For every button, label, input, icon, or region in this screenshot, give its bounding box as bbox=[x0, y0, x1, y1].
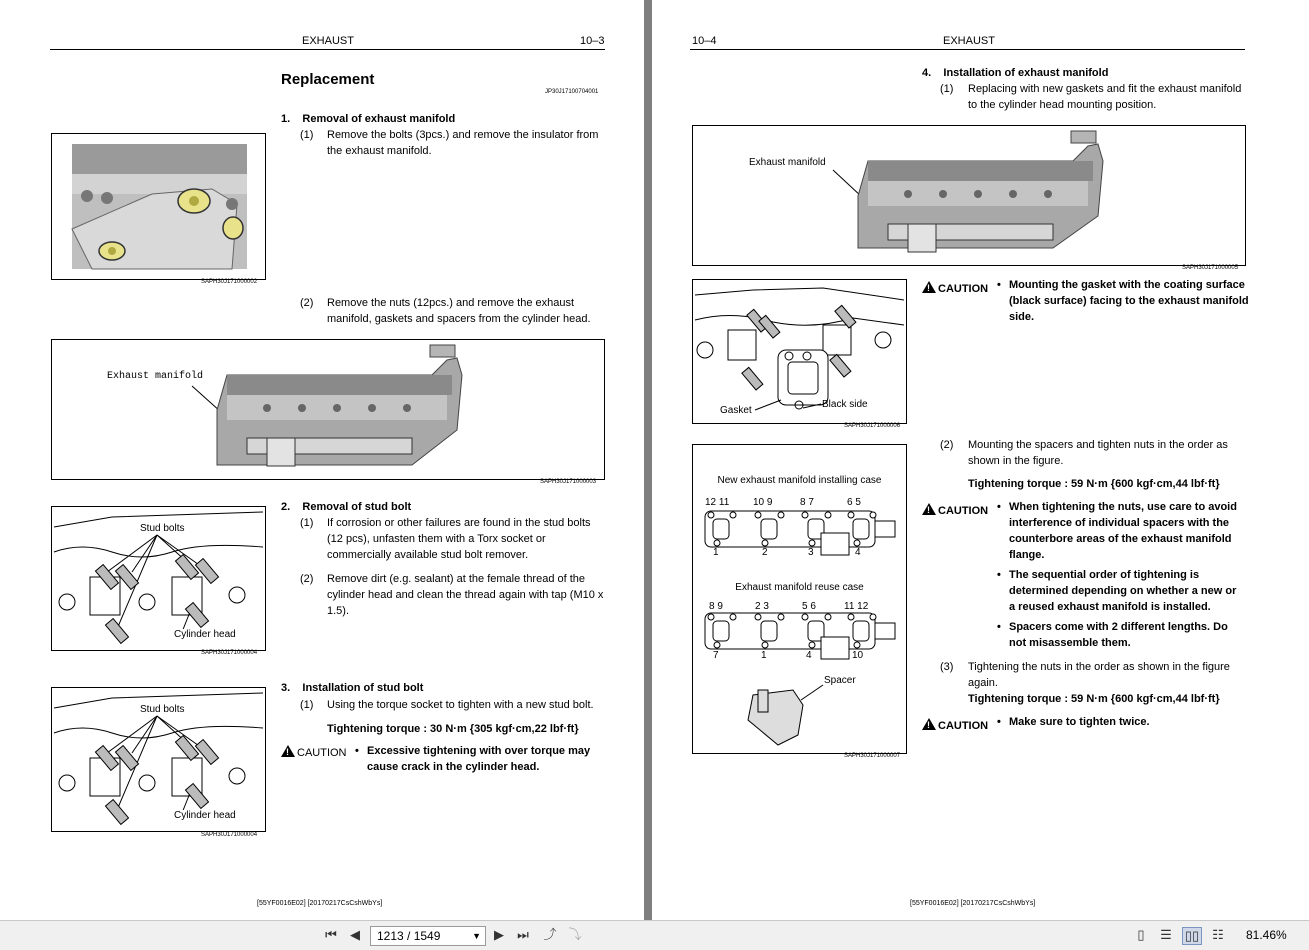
header-rule bbox=[690, 49, 1245, 50]
insulator-illustration bbox=[52, 134, 265, 279]
caution-label: CAUTION bbox=[938, 720, 989, 732]
order-label-bottom: 7 bbox=[713, 650, 719, 661]
step1-sub2-num: (2) bbox=[300, 297, 314, 309]
step4-torque-2: Tightening torque : 59 N·m {600 kgf·cm,44 lbf·ft} bbox=[968, 478, 1220, 490]
step2-sub2-num: (2) bbox=[300, 573, 314, 585]
step3-sub1-text: Using the torque socket to tighten with a new stud bolt. bbox=[327, 699, 594, 711]
step2-sub1-text: If corrosion or other failures are found in the stud bolts (12 pcs), unfasten them with a Torx socket or commercially available stud bolt remover. bbox=[327, 517, 591, 561]
figure-gasket bbox=[692, 279, 907, 424]
next-page-icon[interactable]: ▶ bbox=[494, 927, 504, 942]
caution-2 bbox=[922, 503, 988, 517]
figure6-label-black-side: Black side bbox=[822, 399, 868, 410]
prev-page-icon[interactable]: ◀ bbox=[350, 927, 360, 942]
figure3-label-cylinder-head: Cylinder head bbox=[174, 629, 236, 640]
figure-exhaust-manifold bbox=[51, 339, 605, 480]
single-page-icon[interactable]: ▯ bbox=[1137, 927, 1145, 942]
step4-sub2-text: Mounting the spacers and tighten nuts in the order as shown in the figure. bbox=[968, 439, 1228, 467]
figure5-code: SAPH30J171000005 bbox=[1182, 265, 1239, 271]
bullet-icon: • bbox=[997, 501, 1001, 513]
step1-sub2-text: Remove the nuts (12pcs.) and remove the exhaust manifold, gaskets and spacers from the cylinder head. bbox=[327, 297, 591, 325]
figure6-code: SAPH30J171000006 bbox=[844, 423, 901, 429]
last-page-icon[interactable]: ⏭ bbox=[517, 927, 529, 942]
figure-insulator-removal bbox=[51, 133, 266, 280]
footer-code: [55YF0016E02] [20170217CsCshWbYs] bbox=[257, 900, 383, 907]
viewer-toolbar bbox=[0, 920, 1309, 950]
order-label-top: 12 11 bbox=[705, 497, 730, 508]
engine-head-illustration-2 bbox=[693, 126, 1245, 265]
order-label-bottom: 3 bbox=[808, 547, 814, 558]
figure7-title-new: New exhaust manifold installing case bbox=[717, 475, 882, 486]
order-label-top: 10 9 bbox=[753, 497, 773, 508]
warning-icon bbox=[922, 718, 936, 730]
figure4-label-stud-bolts: Stud bolts bbox=[140, 704, 185, 715]
step3-sub1-num: (1) bbox=[300, 699, 314, 711]
order-label-top: 5 6 bbox=[802, 601, 816, 612]
bullet-icon: • bbox=[355, 745, 359, 757]
step4-sub3-num: (3) bbox=[940, 661, 954, 673]
caution-label: CAUTION bbox=[297, 747, 347, 759]
two-page-continuous-icon[interactable]: ☷ bbox=[1212, 927, 1224, 942]
step4-sub2-num: (2) bbox=[940, 439, 954, 451]
caution3-text: Make sure to tighten twice. bbox=[1009, 716, 1150, 728]
figure-manifold-install bbox=[692, 125, 1246, 266]
gasket-illustration bbox=[693, 280, 906, 423]
bullet-icon: • bbox=[997, 569, 1001, 581]
step1-sub1-num: (1) bbox=[300, 129, 314, 141]
order-label-bottom: 4 bbox=[806, 650, 812, 661]
footer-code: [55YF0016E02] [20170217CsCshWbYs] bbox=[910, 900, 1036, 907]
figure1-code: SAPH30J171000002 bbox=[201, 279, 258, 285]
page-display: 1213 / 1549 bbox=[377, 929, 441, 943]
order-label-top: 11 12 bbox=[844, 601, 869, 612]
order-label-bottom: 10 bbox=[852, 650, 864, 661]
figure-stud-bolts-install bbox=[51, 687, 266, 832]
rotate-icon[interactable]: ⤴ bbox=[543, 927, 557, 942]
step4-sub1-text: Replacing with new gaskets and fit the exhaust manifold to the cylinder head mounting position. bbox=[968, 83, 1242, 111]
step3-title: 3. Installation of stud bolt bbox=[281, 682, 424, 694]
figure-tightening-order bbox=[692, 444, 907, 754]
figure2-label: Exhaust manifold bbox=[107, 371, 204, 382]
step4-torque-3: Tightening torque : 59 N·m {600 kgf·cm,44 lbf·ft} bbox=[968, 693, 1220, 705]
figure3-code: SAPH30J171000004 bbox=[201, 650, 258, 656]
section-title: Replacement bbox=[281, 71, 375, 88]
header-rule bbox=[50, 49, 605, 50]
order-label-bottom: 1 bbox=[713, 547, 719, 558]
step4-sub3-text: Tightening the nuts in the order as shown in the figure again. bbox=[968, 661, 1230, 689]
warning-icon bbox=[922, 281, 936, 293]
header-title: EXHAUST bbox=[943, 35, 995, 47]
step2-sub1-num: (1) bbox=[300, 517, 314, 529]
step1-title: 1. Removal of exhaust manifold bbox=[281, 113, 456, 125]
header-page-number: 10–4 bbox=[692, 35, 717, 47]
bullet-icon: • bbox=[997, 716, 1001, 728]
figure4-code: SAPH30J171000004 bbox=[201, 832, 258, 838]
order-label-bottom: 1 bbox=[761, 650, 767, 661]
figure7-code: SAPH30J171000007 bbox=[844, 753, 901, 759]
right-page bbox=[652, 0, 1309, 920]
manifold-flange-diagrams bbox=[693, 445, 906, 753]
rotate-back-icon[interactable]: ⤵ bbox=[568, 927, 582, 942]
figure7-label-spacer: Spacer bbox=[824, 675, 856, 686]
caution1-text: Mounting the gasket with the coating surface (black surface) facing to the exhaust manifold side. bbox=[1009, 279, 1249, 323]
caution2-item: Spacers come with 2 different lengths. Do not misassemble them. bbox=[1009, 621, 1228, 649]
doc-code: JP30J17100704001 bbox=[545, 89, 599, 95]
engine-head-illustration bbox=[52, 340, 604, 479]
order-label-top: 2 3 bbox=[755, 601, 769, 612]
caution-label: CAUTION bbox=[938, 283, 989, 295]
caution-label: CAUTION bbox=[938, 505, 989, 517]
continuous-icon[interactable]: ☰ bbox=[1160, 927, 1172, 942]
step3-caution-text: Excessive tightening with over torque may cause crack in the cylinder head. bbox=[367, 745, 591, 773]
chevron-down-icon[interactable]: ▼ bbox=[472, 931, 481, 941]
zoom-level[interactable]: 81.46% bbox=[1246, 928, 1287, 942]
warning-icon bbox=[281, 745, 295, 757]
step3-torque: Tightening torque : 30 N·m {305 kgf·cm,22 lbf·ft} bbox=[327, 723, 579, 735]
bullet-icon: • bbox=[997, 279, 1001, 291]
header-page-number: 10–3 bbox=[580, 35, 605, 47]
figure6-label-gasket: Gasket bbox=[720, 405, 752, 416]
figure7-title-reuse: Exhaust manifold reuse case bbox=[735, 582, 864, 593]
order-label-top: 8 9 bbox=[709, 601, 723, 612]
order-label-bottom: 2 bbox=[762, 547, 768, 558]
first-page-icon[interactable]: ⏮ bbox=[325, 927, 337, 942]
header-title: EXHAUST bbox=[302, 35, 354, 47]
figure-stud-bolts-removal bbox=[51, 506, 266, 651]
caution2-item: When tightening the nuts, use care to avoid interference of individual spacers with the counterbore areas of the exhaust manifold flange. bbox=[1009, 501, 1237, 561]
caution-1 bbox=[922, 281, 988, 295]
order-label-top: 6 5 bbox=[847, 497, 861, 508]
caution2-item: The sequential order of tightening is determined depending on whether a new or a reused exhaust manifold is installed. bbox=[1009, 569, 1237, 613]
step4-title: 4. Installation of exhaust manifold bbox=[922, 67, 1109, 79]
bullet-icon: • bbox=[997, 621, 1001, 633]
step2-title: 2. Removal of stud bolt bbox=[281, 501, 412, 513]
page-number-input[interactable] bbox=[370, 926, 486, 946]
caution-3 bbox=[922, 718, 988, 732]
two-page-icon[interactable]: ▯▯ bbox=[1182, 927, 1202, 945]
figure4-label-cylinder-head: Cylinder head bbox=[174, 810, 236, 821]
left-page bbox=[0, 0, 644, 920]
order-label-bottom: 4 bbox=[855, 547, 861, 558]
step1-sub1-text: Remove the bolts (3pcs.) and remove the insulator from the exhaust manifold. bbox=[327, 129, 599, 157]
figure2-code: SAPH30J171000003 bbox=[540, 479, 597, 485]
order-label-top: 8 7 bbox=[800, 497, 814, 508]
warning-icon bbox=[922, 503, 936, 515]
step3-caution bbox=[281, 745, 347, 759]
step2-sub2-text: Remove dirt (e.g. sealant) at the female thread of the cylinder head and clean the thread again with tap (M10 x 1.5). bbox=[327, 573, 604, 617]
step4-sub1-num: (1) bbox=[940, 83, 954, 95]
figure3-label-stud-bolts: Stud bolts bbox=[140, 523, 185, 534]
figure5-label: Exhaust manifold bbox=[749, 157, 826, 168]
